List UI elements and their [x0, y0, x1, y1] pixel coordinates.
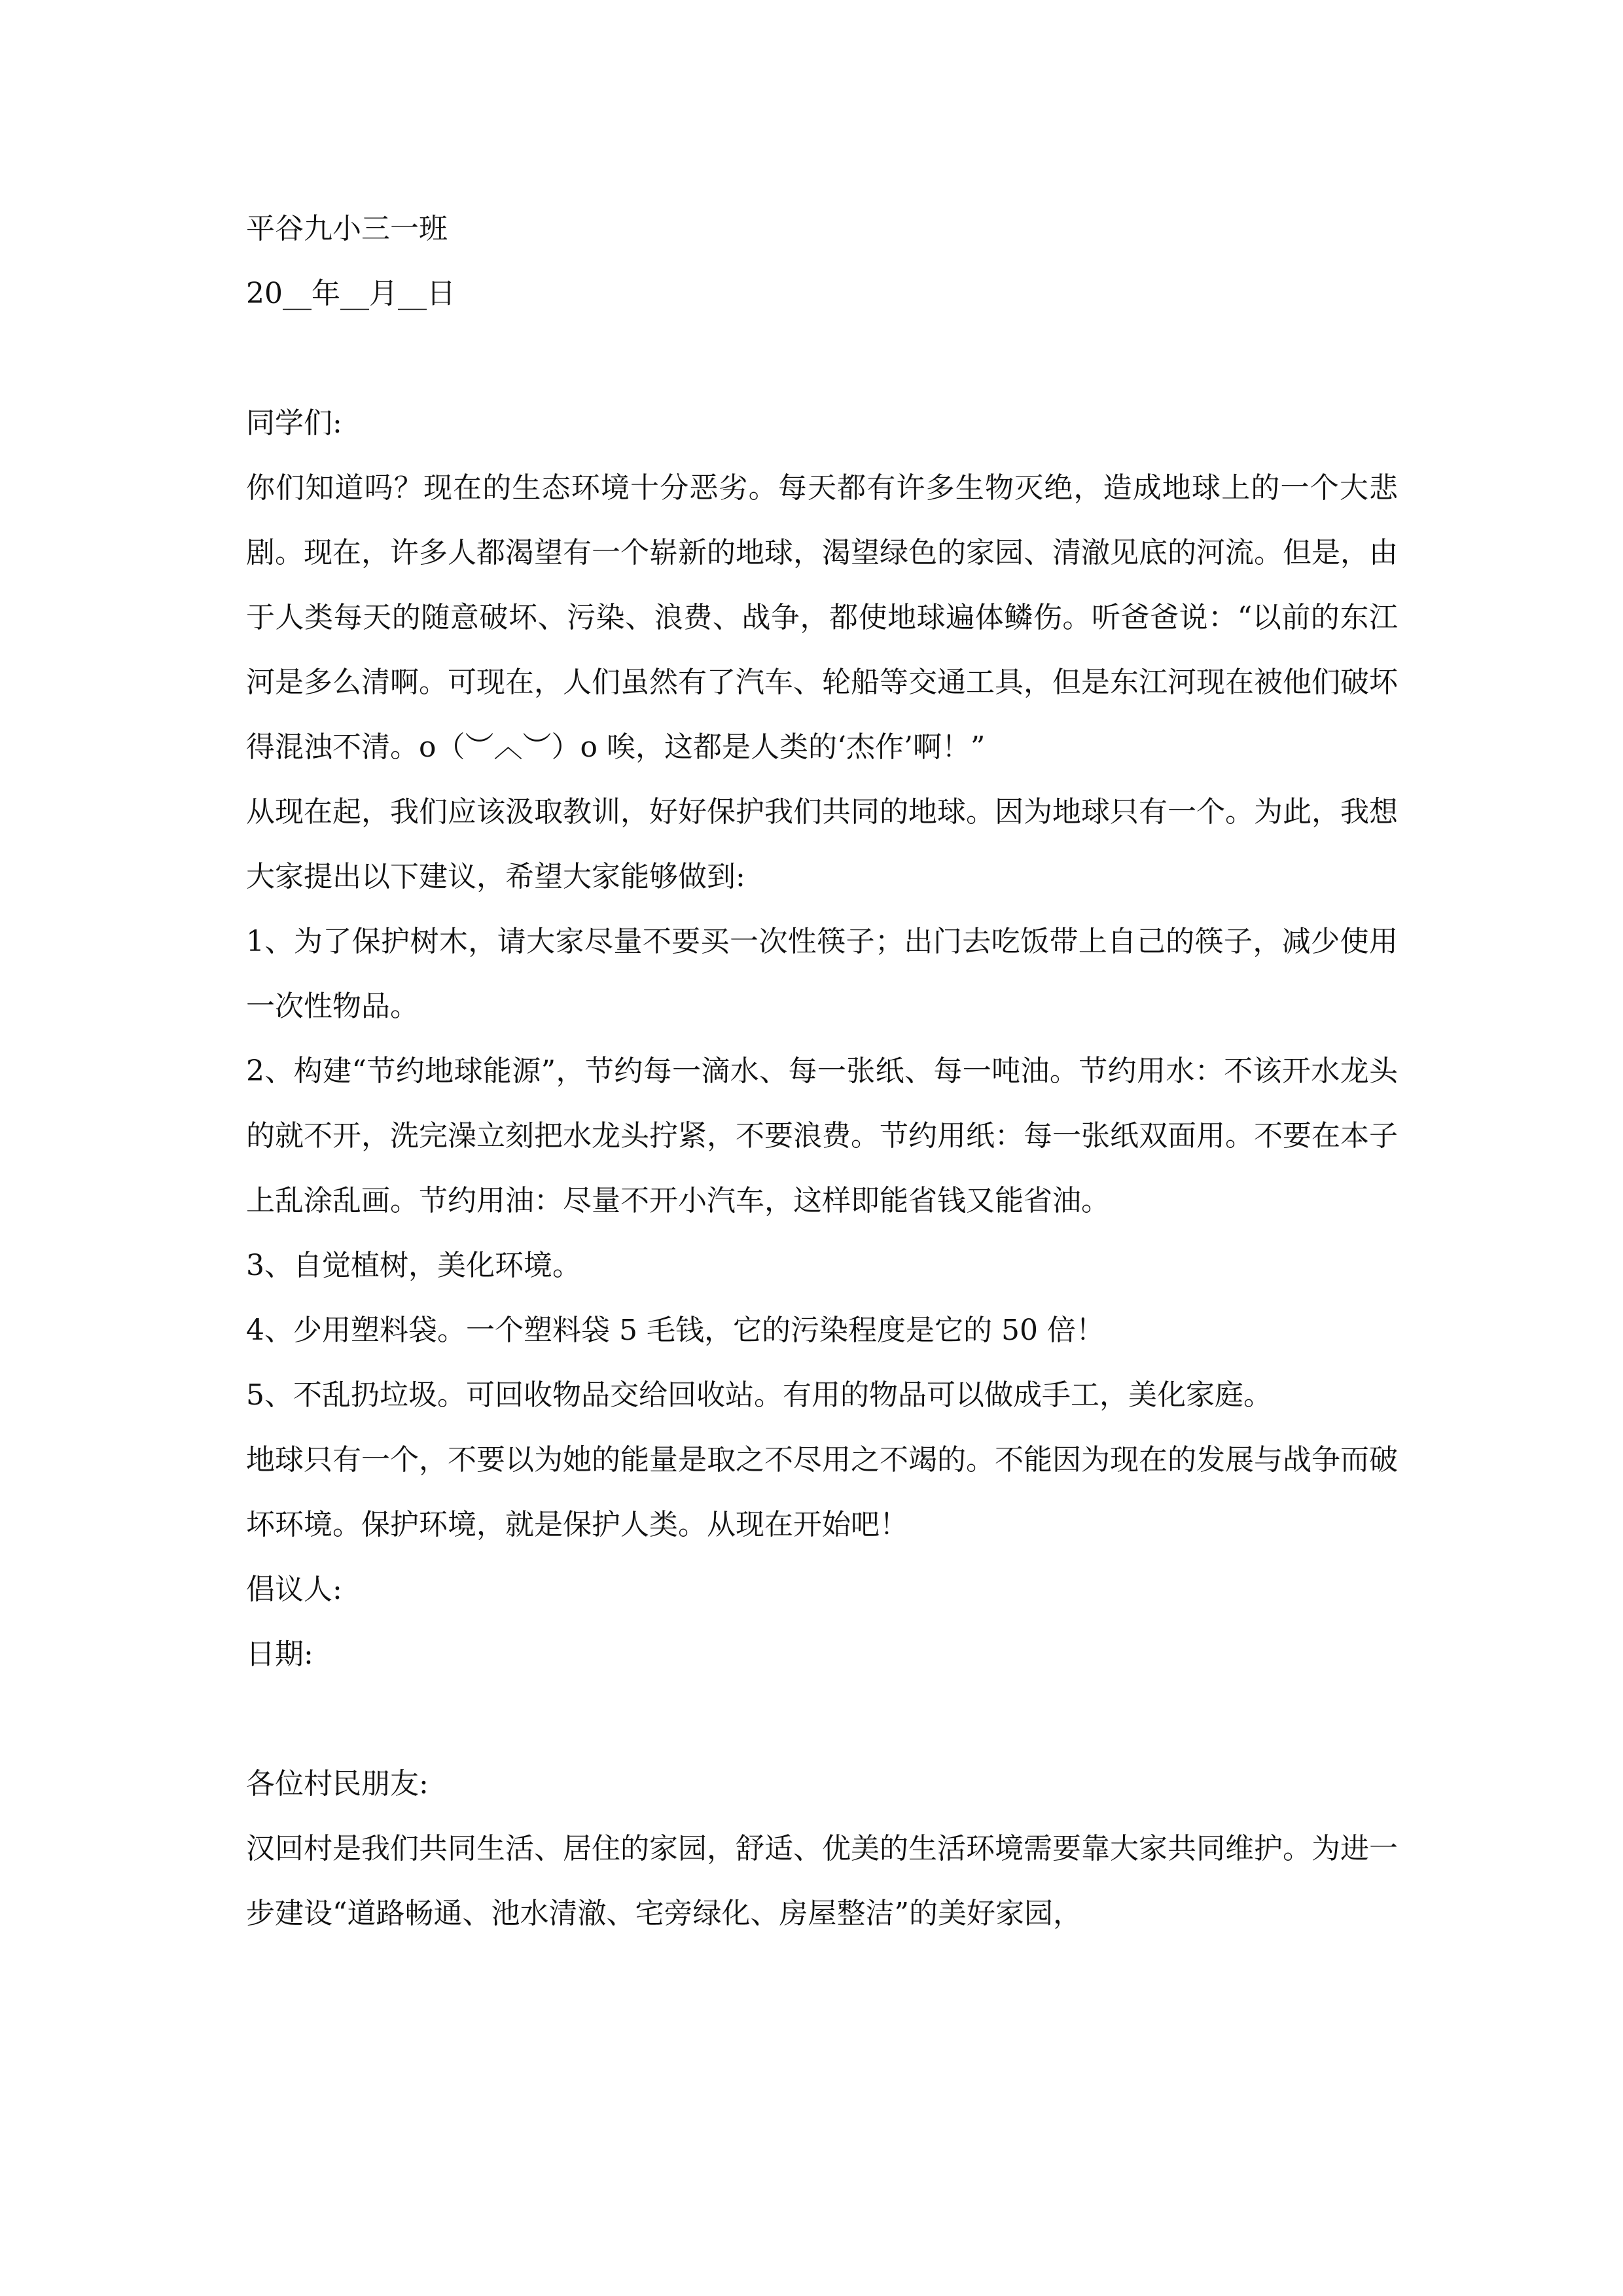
letter1-closing: 地球只有一个，不要以为她的能量是取之不尽用之不竭的。不能因为现在的发展与战争而破坏环境。保护环境，就是保护人类。从现在开始吧！: [246, 1443, 1398, 1541]
suggestion-item-4: 4、少用塑料袋。一个塑料袋 5 毛钱，它的污染程度是它的 50 倍！: [246, 1314, 1105, 1347]
date-line: 20__年__月__日: [246, 277, 455, 310]
document-body: [246, 196, 1398, 1946]
letter2-paragraph-1: 汉回村是我们共同生活、居住的家园，舒适、优美的生活环境需要靠大家共同维护。为进一步建设“道路畅通、池水清澈、宅旁绿化、房屋整洁”的美好家园，: [246, 1832, 1398, 1930]
letter1-greeting: 同学们:: [246, 406, 342, 440]
school-class-line: 平谷九小三一班: [246, 212, 448, 245]
letter1-paragraph-1: 你们知道吗？现在的生态环境十分恶劣。每天都有许多生物灭绝，造成地球上的一个大悲剧。现在，许多人都渴望有一个崭新的地球，渴望绿色的家园、清澈见底的河流。但是，由于人类每天的随意破坏、污染、浪费、战争，都使地球遍体鳞伤。听爸爸说：“以前的东江河是多么清啊。可现在，人们虽然有了汽车、轮船等交通工具，但是东江河现在被他们破坏得混浊不清。o（︶︿︶）o 唉，这都是人类的‘杰作’啊！”: [246, 471, 1398, 764]
spacer: [246, 1687, 1398, 1751]
spacer: [246, 326, 1398, 391]
suggestion-item-2: 2、构建“节约地球能源”，节约每一滴水、每一张纸、每一吨油。节约用水：不该开水龙头的就不开，洗完澡立刻把水龙头拧紧，不要浪费。节约用纸：每一张纸双面用。不要在本子上乱涂乱画。节约用油：尽量不开小汽车，这样即能省钱又能省油。: [246, 1054, 1398, 1217]
date-label: 日期:: [246, 1638, 313, 1671]
letter1-paragraph-2: 从现在起，我们应该汲取教训，好好保护我们共同的地球。因为地球只有一个。为此，我想大家提出以下建议，希望大家能够做到:: [246, 795, 1398, 893]
proposer-label: 倡议人:: [246, 1573, 342, 1606]
letter2-greeting: 各位村民朋友:: [246, 1767, 429, 1801]
suggestion-item-3: 3、自觉植树，美化环境。: [246, 1249, 581, 1282]
suggestion-item-5: 5、不乱扔垃圾。可回收物品交给回收站。有用的物品可以做成手工，美化家庭。: [246, 1378, 1272, 1412]
suggestion-item-1: 1、为了保护树木，请大家尽量不要买一次性筷子；出门去吃饭带上自己的筷子，减少使用一次性物品。: [246, 925, 1398, 1023]
